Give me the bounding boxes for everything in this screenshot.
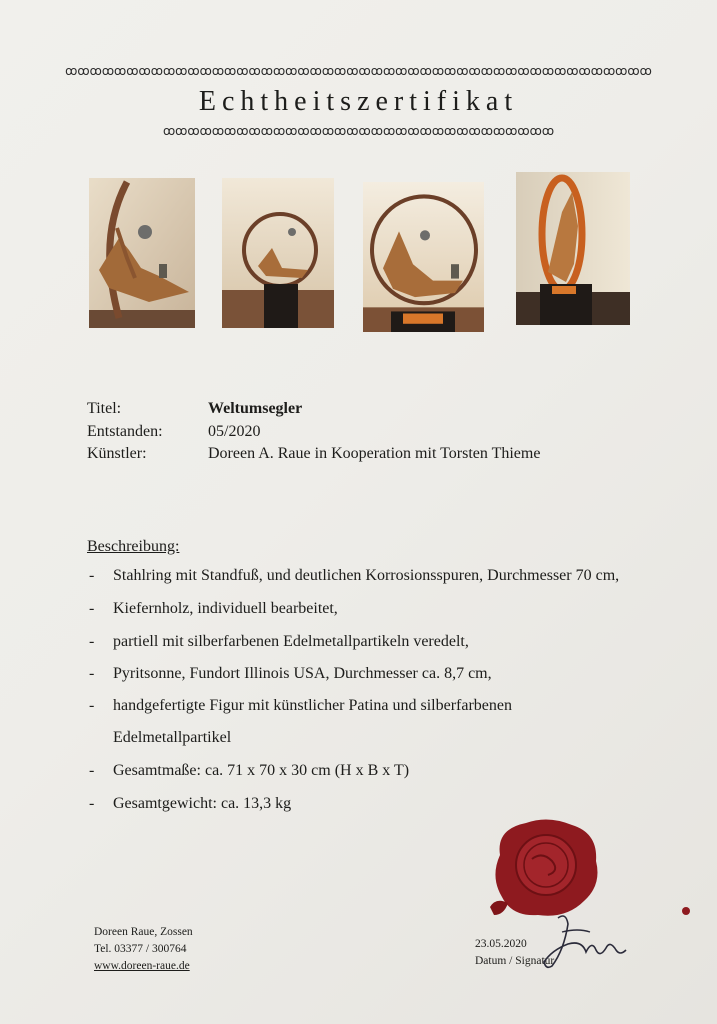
created-value: 05/2020 [208,423,261,440]
description-text: partiell mit silberfarbenen Edelmetallpartikeln veredelt, [113,633,469,650]
description-text: Edelmetallpartikel [113,729,232,746]
description-text: Gesamtmaße: ca. 71 x 70 x 30 cm (H x B x T) [113,762,410,779]
sculpture-photo-3 [363,182,484,332]
sculpture-photo-4 [516,172,630,325]
signature-date: 23.05.2020 [475,938,527,950]
title-value: Weltumsegler [208,400,303,417]
bullet-dash: - [89,567,95,584]
bullet-dash: - [89,795,95,812]
artist-value: Doreen A. Raue in Kooperation mit Torsten Thieme [208,445,541,462]
bullet-dash: - [89,762,95,779]
bullet-dash: - [89,665,95,682]
description-text: Kiefernholz, individuell bearbeitet, [113,600,338,617]
sculpture-photo-1 [89,178,195,328]
title-label: Titel: [87,400,122,417]
footer-website-link[interactable]: www.doreen-raue.de [94,960,190,972]
wax-seal-icon [486,815,604,921]
ornament-border-top: ꝏꝏꝏꝏꝏꝏꝏꝏꝏꝏꝏꝏꝏꝏꝏꝏꝏꝏꝏꝏꝏꝏꝏꝏꝏꝏꝏꝏꝏꝏꝏꝏꝏꝏꝏꝏꝏꝏꝏꝏꝏꝏꝏꝏꝏꝏꝏꝏ [65,64,652,78]
created-label: Entstanden: [87,423,163,440]
artist-label: Künstler: [87,445,147,462]
description-text: handgefertigte Figur mit künstlicher Patina und silberfarbenen [113,697,512,714]
footer-contact [94,924,193,975]
sculpture-photo-2 [222,178,334,328]
date-signature-label: Datum / Signatur [475,955,555,967]
ink-dot [682,907,690,915]
bullet-dash: - [89,633,95,650]
description-text: Gesamtgewicht: ca. 13,3 kg [113,795,292,812]
description-text: Pyritsonne, Fundort Illinois USA, Durchmesser ca. 8,7 cm, [113,665,492,682]
bullet-dash: - [89,600,95,617]
ornament-border-bottom: ꝏꝏꝏꝏꝏꝏꝏꝏꝏꝏꝏꝏꝏꝏꝏꝏꝏꝏꝏꝏꝏꝏꝏꝏꝏꝏꝏꝏꝏꝏꝏꝏ [162,124,555,138]
description-heading: Beschreibung: [87,538,180,555]
certificate-title: Echtheitszertifikat [198,86,519,117]
bullet-dash: - [89,697,95,714]
handwritten-signature-icon [538,910,628,972]
footer-name-city: Doreen Raue, Zossen [94,926,193,938]
footer-phone: Tel. 03377 / 300764 [94,943,187,955]
description-text: Stahlring mit Standfuß, und deutlichen Korrosionsspuren, Durchmesser 70 cm, [113,567,620,584]
